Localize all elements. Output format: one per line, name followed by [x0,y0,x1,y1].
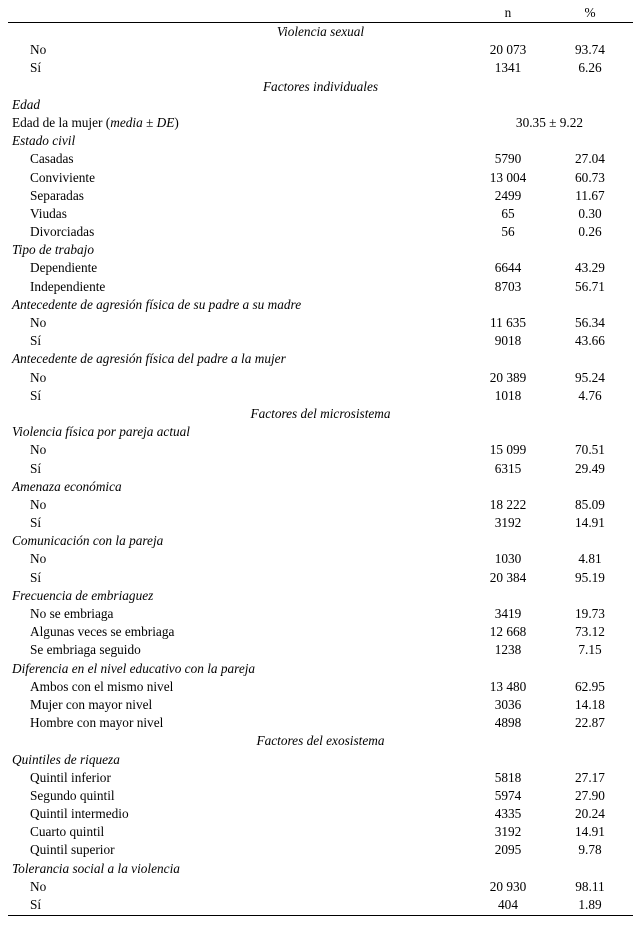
category-label: Hombre con mayor nivel [30,715,164,731]
table-row [8,714,633,732]
category-label: Sí [30,515,42,531]
variable-name: Violencia física por pareja actual [12,424,191,440]
table-row [8,550,633,568]
variable-name: Frecuencia de embriaguez [12,587,154,603]
table-row [8,205,633,223]
category-label: No [30,551,47,567]
percent-value: 43.66 [575,333,605,349]
variable-name: Quintiles de riqueza [12,751,120,767]
category-label: Sí [30,333,42,349]
percent-value: 27.04 [575,151,605,167]
category-label: No se embriaga [30,606,114,621]
category-label: Quintil inferior [30,769,111,785]
table-row [8,169,633,187]
section-title: Factores del exosistema [256,733,385,749]
percent-value: 14.18 [575,696,605,712]
table-row [8,259,633,277]
category-label: Algunas veces se embriaga [30,624,175,640]
count-value: 6644 [494,260,522,276]
table-row [8,387,633,405]
count-value: 1018 [494,387,522,403]
category-label: Cuarto quintil [30,824,105,840]
category-label: Sí [30,60,42,76]
variable-group-row [8,587,633,605]
count-value: 3192 [494,824,522,840]
table-row [8,41,633,59]
section-header-row [8,405,633,423]
percent-value: 20.24 [575,806,605,822]
category-label: Independiente [30,278,106,294]
count-value: 9018 [494,333,522,349]
count-value: 2499 [494,187,522,203]
row-label-text: ) [174,114,179,130]
percent-value: 70.51 [575,442,605,458]
row-label [12,114,179,132]
percent-value: 98.11 [575,878,605,894]
table-row [8,696,633,714]
column-header-n: n [504,5,512,20]
category-label: Sí [30,387,42,403]
category-label: Se embriaga seguido [30,642,141,658]
section-title: Factores del microsistema [250,405,391,421]
category-label: No [30,42,47,58]
category-label: Sí [30,569,42,585]
category-label: Quintil intermedio [30,806,129,822]
table-row [8,841,633,859]
row-label-text: Edad de la mujer ( [12,114,111,130]
percent-value: 95.19 [575,569,605,585]
table-row [8,369,633,387]
category-label: Segundo quintil [30,787,115,803]
percent-value: 93.74 [575,42,605,58]
count-value: 5790 [494,151,522,167]
section-header-row [8,23,633,41]
category-label: No [30,878,47,894]
count-value: 20 384 [489,569,527,585]
summary-statistic-row [8,114,633,132]
count-value: 20 389 [489,369,527,385]
section-header-row [8,732,633,750]
table-row [8,605,633,623]
category-label: Conviviente [30,169,95,185]
category-label: Viudas [30,205,67,221]
table-row [8,514,633,532]
table-row [8,150,633,168]
variable-group-row [8,532,633,550]
category-label: Mujer con mayor nivel [30,696,153,712]
table-row [8,496,633,514]
percent-value: 4.76 [578,387,602,403]
table-body [8,23,633,914]
table-row [8,805,633,823]
table-row [8,59,633,77]
percent-value: 0.30 [578,205,602,221]
count-value: 1030 [494,551,522,567]
variable-group-row [8,296,633,314]
variable-name: Edad [12,96,41,112]
variable-name: Amenaza económica [12,478,122,494]
category-label: Divorciadas [30,224,95,240]
table-row [8,332,633,350]
row-label-emphasis: media ± DE [110,114,175,130]
variable-name: Diferencia en el nivel educativo con la pareja [12,660,256,676]
percent-value: 95.24 [575,369,605,385]
variable-group-row [8,478,633,496]
percent-value: 27.17 [575,769,605,785]
count-value: 6315 [494,460,522,476]
percent-value: 6.26 [578,60,602,76]
column-header-percent: % [584,5,596,20]
percent-value: 73.12 [575,624,605,640]
table-row [8,787,633,805]
table-row [8,278,633,296]
table-row [8,769,633,787]
variable-group-row [8,350,633,368]
percent-value: 9.78 [578,842,602,858]
variable-name: Estado civil [12,133,76,149]
percent-value: 0.26 [578,224,602,240]
count-value: 1238 [494,642,522,658]
percent-value: 11.67 [575,187,605,203]
percent-value: 43.29 [575,260,605,276]
table-row [8,460,633,478]
percent-value: 85.09 [575,496,605,512]
count-value: 65 [501,205,515,221]
count-value: 3192 [494,515,522,531]
table-row [8,623,633,641]
count-value: 4335 [494,806,522,822]
count-value: 56 [501,224,515,240]
count-value: 404 [498,897,518,912]
count-value: 1341 [494,60,522,76]
percent-value: 1.89 [578,897,602,912]
category-label: Sí [30,897,42,912]
percent-value: 22.87 [575,715,605,731]
category-label: Separadas [30,187,84,203]
percent-value: 14.91 [575,515,605,531]
count-value: 13 004 [489,169,527,185]
percent-value: 62.95 [575,678,605,694]
percent-value: 56.34 [575,315,605,330]
table-row [8,878,633,896]
count-value: 11 635 [489,315,527,330]
percent-value: 4.81 [578,551,602,567]
variable-group-row [8,132,633,150]
table-row [8,223,633,241]
table-row [8,569,633,587]
percent-value: 19.73 [575,606,605,621]
category-label: Casadas [30,151,74,167]
table-row [8,314,633,332]
count-value: 5818 [494,769,522,785]
percent-value: 7.15 [578,642,602,658]
variable-group-row [8,660,633,678]
variable-group-row [8,860,633,878]
table-row [8,678,633,696]
variable-group-row [8,96,633,114]
category-label: No [30,315,47,330]
variable-name: Antecedente de agresión física de su padre a su madre [12,296,302,312]
category-label: Quintil superior [30,842,115,858]
variable-group-row [8,241,633,259]
count-value: 8703 [494,278,522,294]
table-row [8,441,633,459]
percent-value: 56.71 [575,278,605,294]
bottom-rule [8,915,633,916]
section-header-row [8,78,633,96]
table-row [8,641,633,659]
count-value: 18 222 [489,496,527,512]
category-label: Dependiente [30,260,98,276]
count-value: 2095 [494,842,522,858]
count-value: 12 668 [489,624,527,640]
count-value: 20 930 [489,878,527,894]
count-value: 4898 [494,715,522,731]
percent-value: 14.91 [575,824,605,840]
percent-value: 60.73 [575,169,605,185]
mean-sd-value: 30.35 ± 9.22 [515,114,584,130]
category-label: No [30,369,47,385]
count-value: 3419 [494,606,522,621]
category-label: Ambos con el mismo nivel [30,678,174,694]
table-header-row [8,4,633,22]
variable-group-row [8,423,633,441]
table-row [8,187,633,205]
count-value: 3036 [494,696,522,712]
section-title: Factores individuales [262,78,379,94]
count-value: 13 480 [489,678,527,694]
count-value: 15 099 [489,442,527,458]
variable-name: Antecedente de agresión física del padre a la mujer [12,351,286,367]
table-row [8,896,633,914]
section-title: Violencia sexual [276,24,365,39]
category-label: No [30,442,47,458]
descriptive-table [8,4,633,916]
table-row [8,823,633,841]
count-value: 5974 [494,787,522,803]
percent-value: 27.90 [575,787,605,803]
count-value: 20 073 [489,42,527,58]
variable-group-row [8,751,633,769]
category-label: No [30,496,47,512]
percent-value: 29.49 [575,460,605,476]
variable-name: Comunicación con la pareja [12,533,164,549]
category-label: Sí [30,460,42,476]
variable-name: Tolerancia social a la violencia [12,860,180,876]
variable-name: Tipo de trabajo [12,242,95,258]
